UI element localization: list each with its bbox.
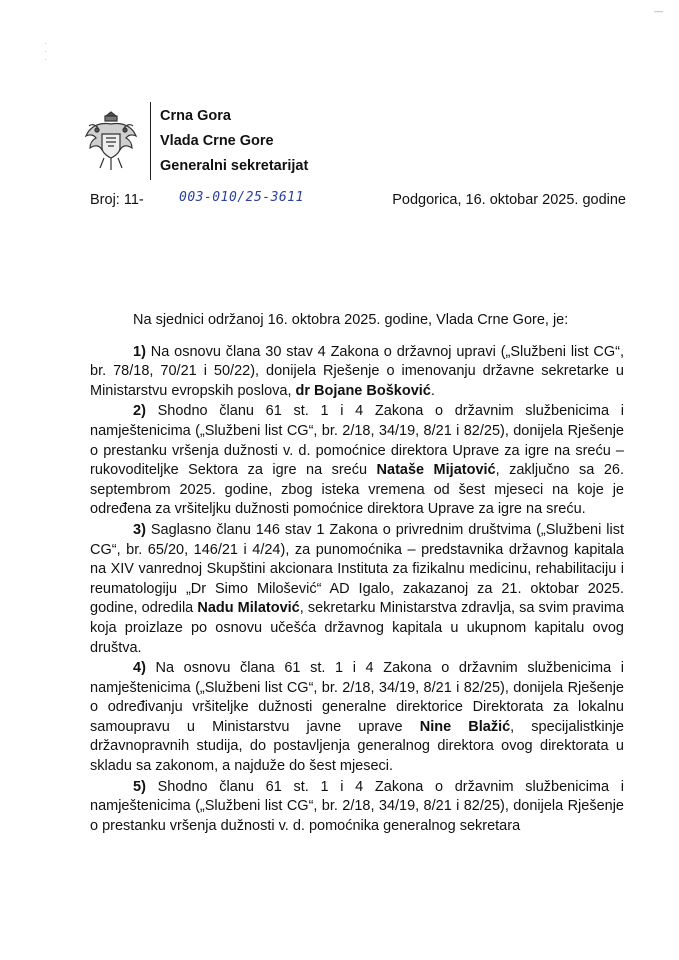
- person-name: Nadu Milatović: [197, 600, 300, 617]
- country-name: Crna Gora: [160, 108, 231, 124]
- item-number: 4): [133, 660, 146, 677]
- person-name: Nataše Mijatović: [376, 462, 496, 479]
- intro-paragraph: Na sjednici održanoj 16. oktobra 2025. godine, Vlada Crne Gore, je:: [133, 312, 569, 328]
- reference-number-handwritten: 003-010/25-3611: [179, 190, 304, 205]
- item-4: 4) Na osnovu člana 61 st. 1 i 4 Zakona o državnim službenicima i namještenicima („Službeni list CG“, br. 2/18, 34/19, 8/21 i 82/25), donijela Rješenje o određivanju vršiteljke dužnosti generalne direktorice Direktorata za lokalnu samoupravu u Ministarstvu javne uprave Nine Blažić, specijalistkinje državnopravnih studija, do postavljenja generalnog direktora ovog direktorata u skladu sa zakonom, a najduže do šest mjeseci.: [90, 660, 624, 775]
- item-5: 5) Shodno članu 61 st. 1 i 4 Zakona o državnim službenicima i namještenicima („Službeni list CG“, br. 2/18, 34/19, 8/21 i 82/25), donijela Rješenje o prestanku vršenja dužnosti v. d. pomoćnika generalnog sekretara: [90, 778, 624, 834]
- corner-mark: —: [654, 6, 663, 16]
- reference-row: [90, 188, 630, 214]
- document-date: Podgorica, 16. oktobar 2025. godine: [392, 192, 626, 208]
- person-name: dr Bojane Bošković: [295, 382, 431, 399]
- item-number: 1): [133, 343, 146, 360]
- item-1: 1) Na osnovu člana 30 stav 4 Zakona o državnoj upravi („Službeni list CG“, br. 78/18, 70/21 i 50/22), donijela Rješenje o imenovanju državne sekretarke u Ministarstvu evropskih poslova, dr Bojane Bošković.: [90, 343, 624, 399]
- item-number: 2): [133, 403, 146, 420]
- item-3: 3) Saglasno članu 146 stav 1 Zakona o privrednim društvima („Službeni list CG“, br. 65/20, 146/21 i 4/24), za punomoćnika – predstavnika državnog kapitala na XIV vanrednoj Skupštini akcionara Instituta za fizikalnu medicinu, rehabilitaciju i reumatologiju „Dr Simo Milošević“ AD Igalo, zakazanoj za 21. oktobar 2025. godine, odredila Nadu Milatović, sekretarku Ministarstva zdravlja, sa svim pravima koja proizlaze po osnovu učešća državnog kapitala u ukupnom kapitalu ovog društva.: [90, 521, 624, 656]
- binding-marks: · · ·: [44, 39, 47, 64]
- government-name: Vlada Crne Gore: [160, 133, 274, 149]
- coat-of-arms-icon: [80, 108, 142, 174]
- item-2: 2) Shodno članu 61 st. 1 i 4 Zakona o državnim službenicima i namještenicima („Službeni list CG“, br. 2/18, 34/19, 8/21 i 82/25), donijela Rješenje o prestanku vršenja dužnosti v. d. pomoćnice direktora Uprave za igre na sreću – rukovoditeljke Sektora za igre na sreću Nataše Mijatović, zaključno sa 26. septembrom 2025. godine, zbog isteka vremena od šest mjeseci na koje je određena za vršiteljku dužnosti pomoćnice direktora Uprave za igre na sreću.: [90, 403, 624, 518]
- reference-label: Broj: 11-: [90, 192, 144, 208]
- item-number: 3): [133, 521, 146, 538]
- person-name: Nine Blažić: [419, 718, 511, 735]
- secretariat-name: Generalni sekretarijat: [160, 158, 309, 174]
- item-number: 5): [133, 778, 146, 795]
- header-divider: [150, 102, 151, 180]
- letterhead: [80, 102, 410, 180]
- document-body: [90, 311, 624, 837]
